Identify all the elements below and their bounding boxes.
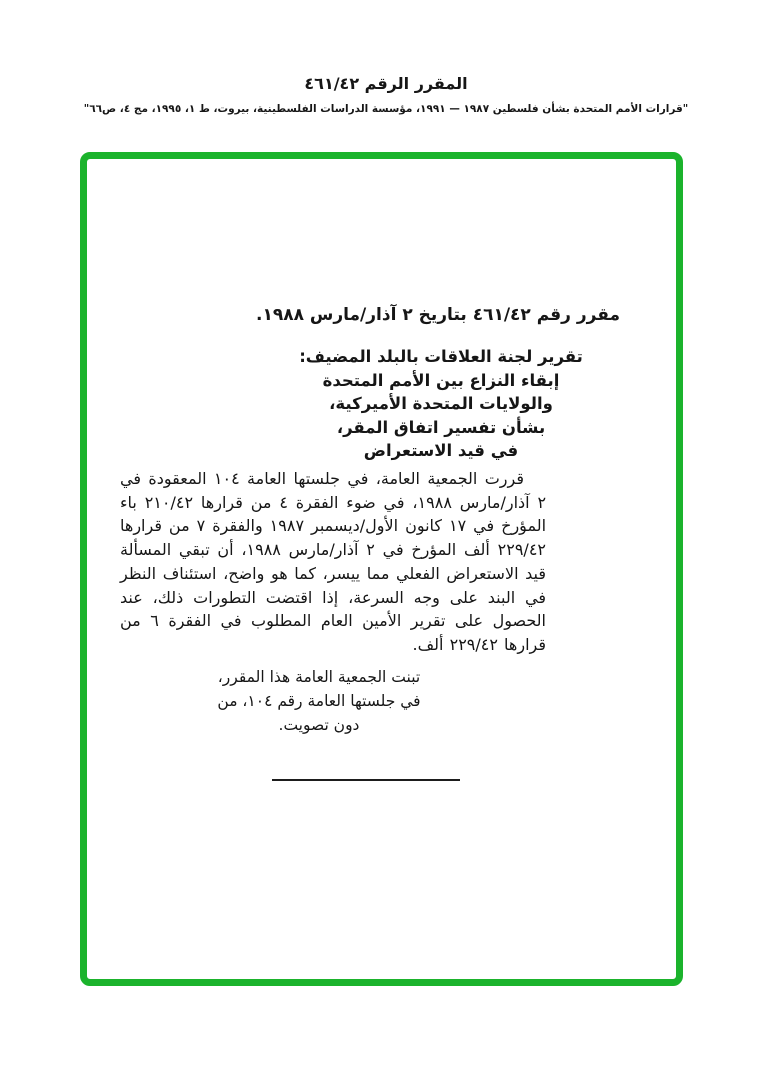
subject-line: في قيد الاستعراض [363,441,519,460]
decision-body-paragraph: قررت الجمعية العامة، في جلستها العامة ١٠٤ المعقودة في ٢ آذار/مارس ١٩٨٨، في ضوء الفقرة ٤ من قرارها ٢١٠/٤٢ باء المؤرخ في ١٧ كانون الأول/ديسمبر ١٩٨٧ والفقرة ٧ من قرارها ٢٢٩/٤٢ ألف المؤرخ في ٢ آذار/مارس ١٩٨٨، أن تبقي المسألة قيد الاستعراض الفعلي مما ييسر، كما هو واضح، استئناف النظر في البند على وجه السرعة، إذا اقتضت التطورات ذلك، عند الحصول على تقرير الأمين العام المطلوب في الفقرة ٦ من قرارها ٢٢٩/٤٢ ألف. [120,469,547,654]
subject-block [263,345,619,463]
subject-line: إبقاء النزاع بين الأمم المتحدة [322,370,560,390]
adoption-note-line: في جلستها العامة رقم ١٠٤، من [217,692,421,710]
separator-rule [272,779,460,781]
citation-line: "قرارات الأمم المتحدة بشأن فلسطين ١٩٨٧ — ١٩٩١، مؤسسة الدراسات الفلسطينية، بيروت، ط ١، ١٩٩٥، مج ٤، ص٦٦" [83,103,689,115]
page-title: المقرر الرقم ٤٦١/٤٢ [304,74,468,93]
document-frame [80,152,683,986]
subject-line: والولايات المتحدة الأميركية، [329,394,553,413]
document-frame-inner [87,159,676,979]
adoption-note-line: دون تصويت. [278,716,360,734]
adoption-note [193,665,445,737]
subject-line: تقرير لجنة العلاقات بالبلد المضيف: [299,347,583,366]
subject-line: بشأن تفسير اتفاق المقر، [336,417,546,437]
decision-heading: مقرر رقم ٤٦١/٤٢ بتاريخ ٢ آذار/مارس ١٩٨٨. [255,305,620,325]
adoption-note-line: تبنت الجمعية العامة هذا المقرر، [217,668,421,686]
